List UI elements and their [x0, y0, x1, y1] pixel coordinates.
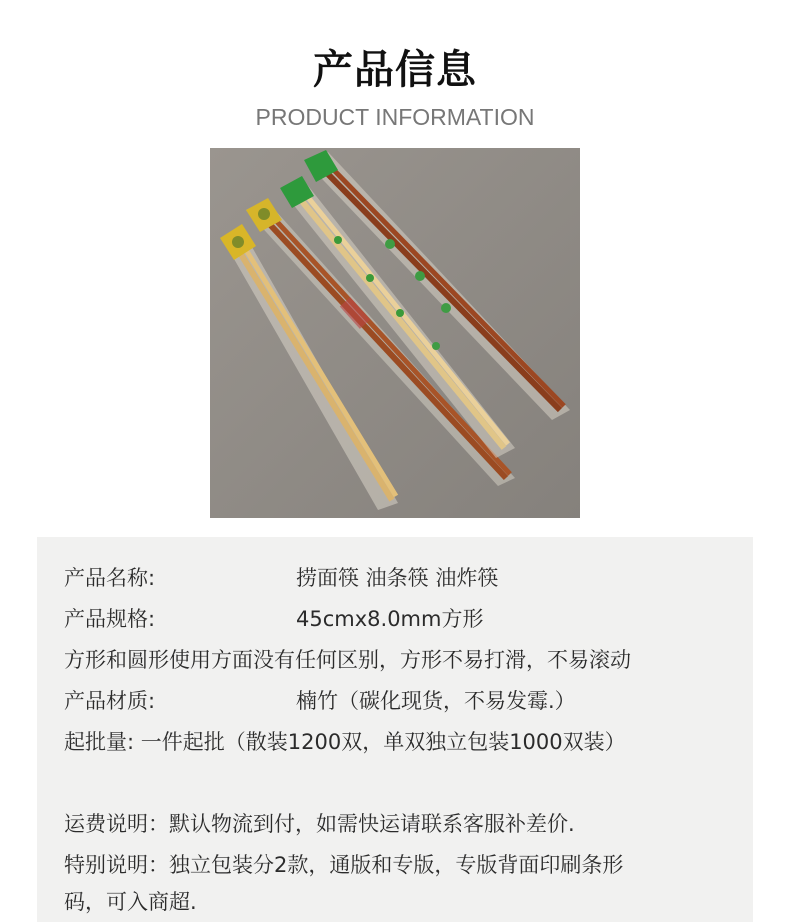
- product-name-value: 捞面筷 油条筷 油炸筷: [296, 566, 499, 590]
- product-material-value: 楠竹（碳化现货，不易发霉.）: [296, 689, 576, 713]
- product-info-panel: [37, 537, 753, 922]
- product-name-label: 产品名称:: [64, 566, 156, 590]
- product-spec-label: 产品规格:: [64, 607, 156, 631]
- product-material-row: [64, 686, 576, 716]
- shape-note: 方形和圆形使用方面没有任何区别，方形不易打滑，不易滚动: [64, 648, 631, 672]
- product-spec-value: 45cmx8.0mm方形: [296, 607, 484, 631]
- product-photo: [210, 148, 580, 518]
- special-note-line-1: 特别说明：独立包装分2款，通版和专版，专版背面印刷条形: [64, 853, 624, 877]
- shipping-note: 运费说明：默认物流到付，如需快运请联系客服补差价.: [64, 812, 575, 836]
- page-subtitle: PRODUCT INFORMATION: [255, 104, 535, 130]
- special-note-line-2: 码，可入商超.: [64, 890, 197, 914]
- page-title: 产品信息: [313, 47, 477, 93]
- product-material-label: 产品材质:: [64, 689, 156, 713]
- product-name-row: [64, 563, 499, 593]
- product-spec-row: [64, 604, 484, 634]
- min-order-quantity: 起批量: 一件起批（散装1200双，单双独立包装1000双装）: [64, 730, 626, 754]
